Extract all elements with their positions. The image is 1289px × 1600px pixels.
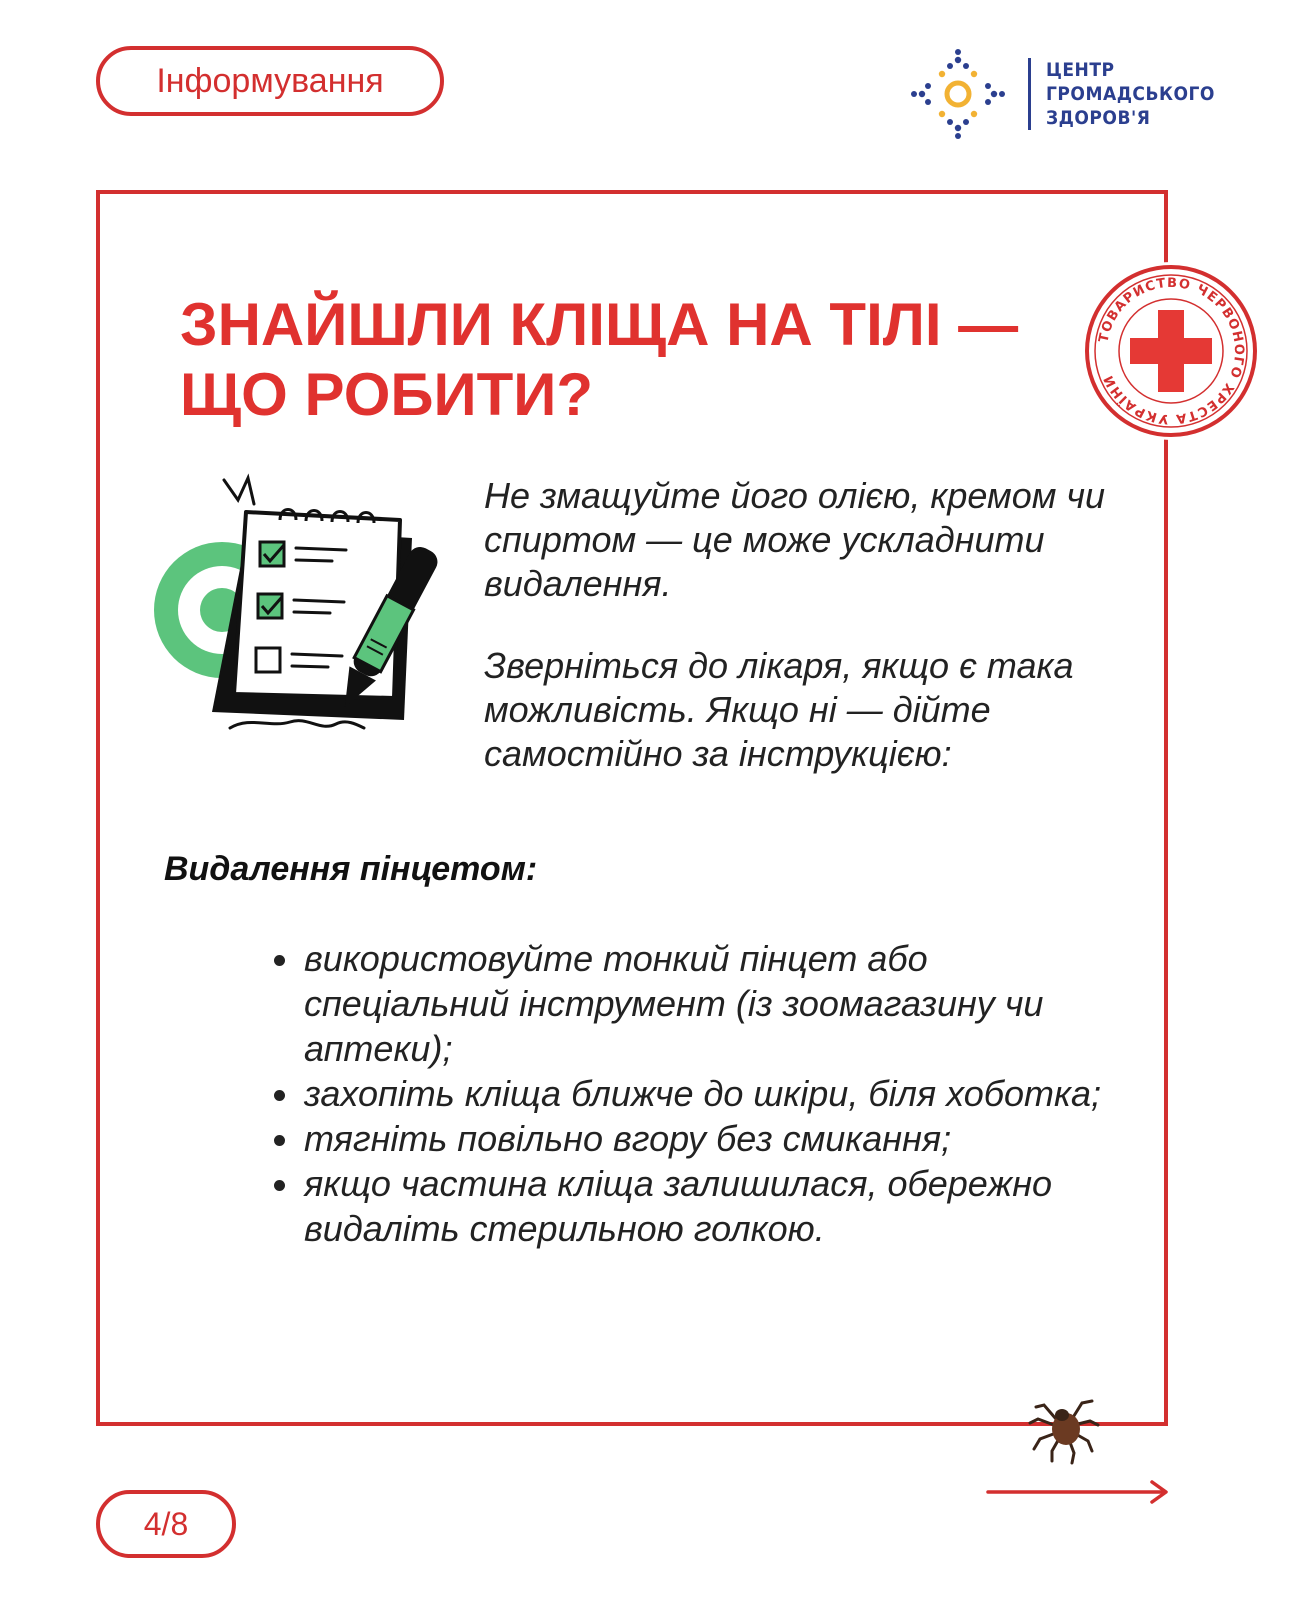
- logo-line-3: ЗДОРОВ'Я: [1046, 107, 1151, 129]
- category-pill[interactable]: [96, 46, 444, 116]
- red-cross-seal: [1082, 262, 1260, 440]
- list-item: якщо частина кліща залишилася, обережно видаліть стерильною голкою.: [266, 1161, 1126, 1251]
- list-item: захопіть кліща ближче до шкіри, біля хоботка;: [266, 1071, 1126, 1116]
- arrow-right-icon: [986, 1478, 1170, 1506]
- logo-line-1: ЦЕНТР: [1046, 59, 1115, 81]
- logo-divider: [1028, 58, 1031, 130]
- title-line-2: ЩО РОБИТИ?: [180, 361, 594, 428]
- next-arrow-button[interactable]: [986, 1478, 1170, 1506]
- section-heading-tweezers: Видалення пінцетом:: [164, 850, 538, 888]
- paragraph-no-oil: Не змащуйте його олією, кремом чи спиртом — це може ускладнити видалення.: [484, 475, 1106, 604]
- public-health-center-logo: [908, 44, 1215, 144]
- page-title: [180, 290, 1060, 430]
- logo-dots-icon: [908, 44, 1018, 144]
- paragraph-see-doctor: Зверніться до лікаря, якщо є така можливість. Якщо ні — дійте самостійно за інструкцією:: [484, 645, 1074, 774]
- list-item: тягніть повільно вгору без смикання;: [266, 1116, 1126, 1161]
- tick-icon: [1022, 1385, 1102, 1465]
- page-indicator: [96, 1490, 236, 1558]
- list-item: використовуйте тонкий пінцет або спеціальний інструмент (із зоомагазину чи аптеки);: [266, 936, 1126, 1071]
- red-cross-seal-icon: [1082, 262, 1260, 440]
- tick-illustration: [1022, 1385, 1102, 1465]
- seal-text: ТОВАРИСТВО ЧЕРВОНОГО ХРЕСТА УКРАЇНИ: [1096, 275, 1247, 427]
- logo-line-2: ГРОМАДСЬКОГО: [1046, 83, 1215, 105]
- checklist-illustration: [150, 470, 450, 750]
- checklist-icon: [150, 470, 450, 750]
- category-label: Інформування: [156, 61, 384, 100]
- logo-text: [1046, 58, 1215, 130]
- title-line-1: ЗНАЙШЛИ КЛІЩА НА ТІЛІ —: [180, 291, 1019, 358]
- tweezers-steps-list: [266, 936, 1126, 1251]
- page-indicator-label: 4/8: [143, 1505, 189, 1542]
